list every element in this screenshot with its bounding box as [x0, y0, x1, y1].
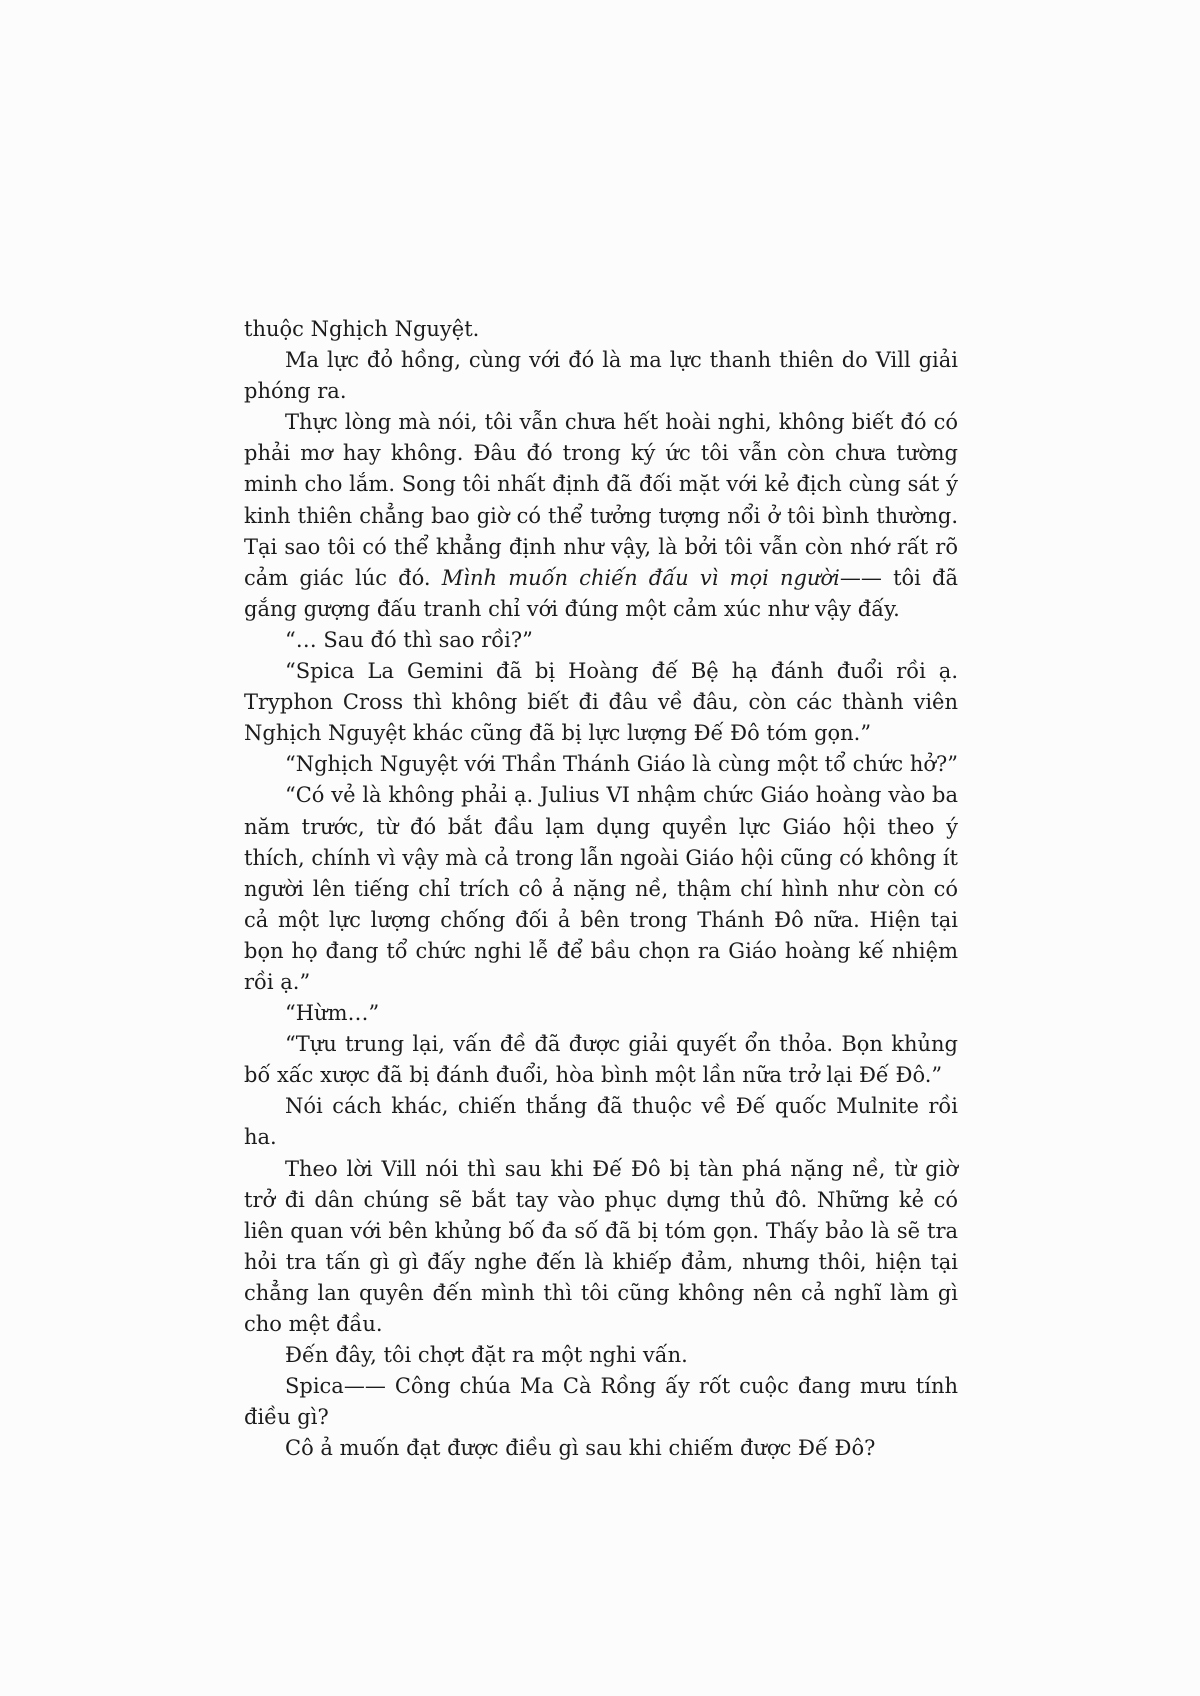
paragraph: Nói cách khác, chiến thắng đã thuộc về Đế quốc Mulnite rồi ha.: [244, 1094, 958, 1150]
paragraph-text: —— tôi đã gắng gượng đấu tranh chỉ với đúng một cảm xúc như vậy đấy.: [244, 565, 959, 621]
italic-thought: Mình muốn chiến đấu vì mọi người: [441, 565, 840, 590]
paragraph: Ma lực đỏ hồng, cùng với đó là ma lực thanh thiên do Vill giải phóng ra.: [244, 348, 958, 404]
dialogue-paragraph: “… Sau đó thì sao rồi?”: [285, 627, 533, 652]
book-page: [244, 314, 958, 1464]
paragraph: Đến đây, tôi chợt đặt ra một nghi vấn.: [285, 1343, 688, 1368]
paragraph-text: Thực lòng mà nói, tôi vẫn chưa hết hoài nghi, không biết đó có phải mơ hay không. Đâu đó trong ký ức tôi vẫn còn chưa tường minh cho lắm. Song tôi nhất định đã đối mặt với kẻ địch cùng sát ý kinh thiên chẳng bao giờ có thể tưởng tượng nổi ở tôi bình thường. Tại sao tôi có thể khẳng định như vậy, là bởi tôi vẫn còn nhớ rất rõ cảm giác lúc đó.: [244, 410, 958, 590]
paragraph: [244, 407, 958, 625]
dialogue-paragraph: “Có vẻ là không phải ạ. Julius VI nhậm chức Giáo hoàng vào ba năm trước, từ đó bắt đầu lạm dụng quyền lực Giáo hội theo ý thích, chính vì vậy mà cả trong lẫn ngoài Giáo hội cũng có không ít người lên tiếng chỉ trích cô ả nặng nề, thậm chí hình như còn có cả một lực lượng chống đối ả bên trong Thánh Đô nữa. Hiện tại bọn họ đang tổ chức nghi lễ để bầu chọn ra Giáo hoàng kế nhiệm rồi ạ.”: [244, 783, 958, 994]
paragraph: Cô ả muốn đạt được điều gì sau khi chiếm được Đế Đô?: [285, 1436, 876, 1461]
dialogue-paragraph: “Spica La Gemini đã bị Hoàng đế Bệ hạ đánh đuổi rồi ạ. Tryphon Cross thì không biết đi đâu về đâu, còn các thành viên Nghịch Nguyệt khác cũng đã bị lực lượng Đế Đô tóm gọn.”: [244, 659, 958, 746]
dialogue-paragraph: “Tựu trung lại, vấn đề đã được giải quyết ổn thỏa. Bọn khủng bố xấc xược đã bị đánh đuổi, hòa bình một lần nữa trở lại Đế Đô.”: [244, 1032, 958, 1088]
dialogue-paragraph: “Nghịch Nguyệt với Thần Thánh Giáo là cùng một tổ chức hở?”: [285, 752, 958, 777]
dialogue-paragraph: “Hừm…”: [285, 1001, 380, 1026]
paragraph: Theo lời Vill nói thì sau khi Đế Đô bị tàn phá nặng nề, từ giờ trở đi dân chúng sẽ bắt tay vào phục dựng thủ đô. Những kẻ có liên quan với bên khủng bố đa số đã bị tóm gọn. Thấy bảo là sẽ tra hỏi tra tấn gì gì đấy nghe đến là khiếp đảm, nhưng thôi, hiện tại chẳng lan quyên đến mình thì tôi cũng không nên cả nghĩ làm gì cho mệt đầu.: [244, 1156, 958, 1336]
paragraph: thuộc Nghịch Nguyệt.: [244, 317, 480, 341]
paragraph: Spica—— Công chúa Ma Cà Rồng ấy rốt cuộc đang mưu tính điều gì?: [244, 1374, 958, 1430]
